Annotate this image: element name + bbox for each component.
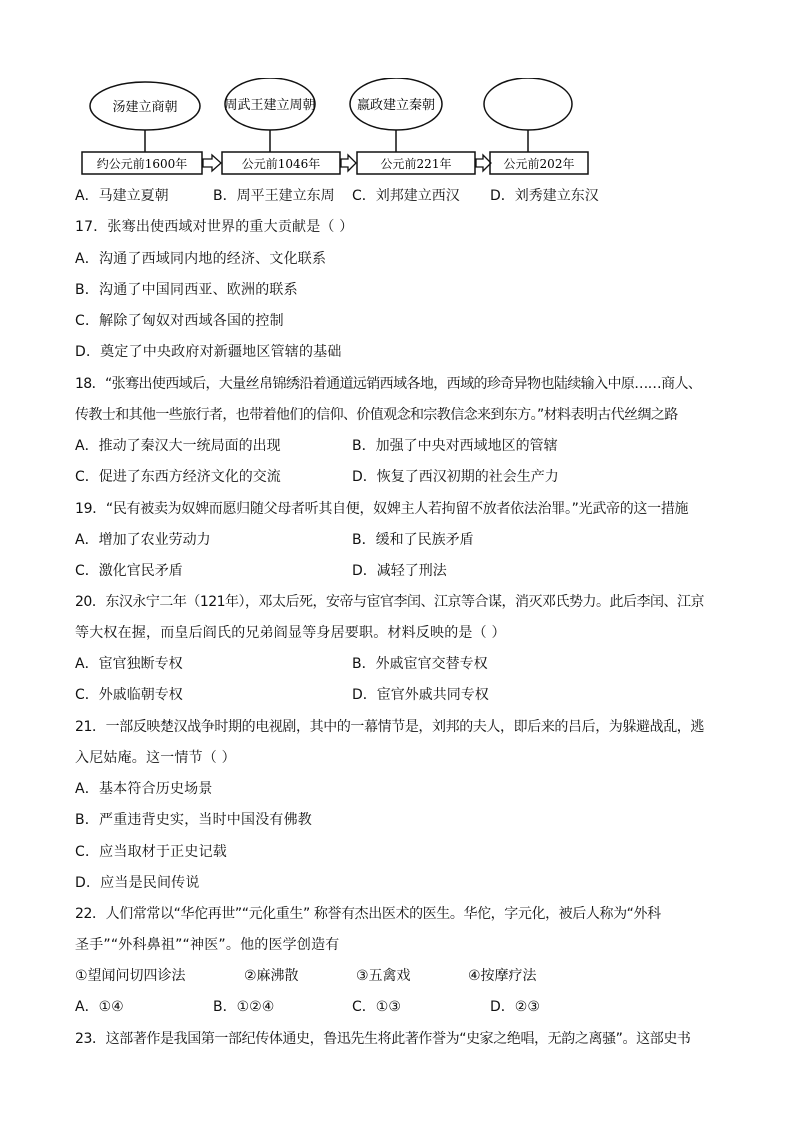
q18-stem-line-2: 传教士和其他一些旅行者，也带着他们的信仰、价值观念和宗教信念来到东方。”材料表明古代丝绸之路 [75, 407, 678, 423]
timeline-arrow-1 [203, 155, 221, 171]
q21-stem-line-2: 入尼姑庵。这一情节（ ） [75, 750, 236, 766]
q17-option-b[interactable]: B．沟通了中国同西亚、欧洲的联系 [75, 282, 298, 298]
timeline-arrow-3 [476, 155, 491, 171]
q20-option-c[interactable]: C．外戚临朝专权 [75, 687, 183, 703]
timeline-date-3: 公元前221年 [380, 157, 452, 171]
timeline-node-3 [350, 78, 475, 174]
q20-option-a[interactable]: A．宦官独断专权 [75, 656, 183, 672]
q22-item-3: ③五禽戏 [356, 968, 411, 984]
q22-stem-line-2: 圣手”“外科鼻祖”“神医”。他的医学创造有 [75, 937, 340, 953]
q19-option-b[interactable]: B．缓和了民族矛盾 [352, 532, 474, 548]
q18-option-c[interactable]: C．促进了东西方经济文化的交流 [75, 469, 281, 485]
q16-option-d[interactable]: D．刘秀建立东汉 [490, 188, 599, 204]
q22-item-4: ④按摩疗法 [468, 968, 537, 984]
q21-option-b[interactable]: B．严重违背史实，当时中国没有佛教 [75, 812, 313, 828]
q21-option-a[interactable]: A．基本符合历史场景 [75, 781, 213, 797]
q16-option-a[interactable]: A．马建立夏朝 [75, 188, 169, 204]
q19-option-a[interactable]: A．增加了农业劳动力 [75, 532, 211, 548]
timeline-date-1: 约公元前1600年 [96, 157, 188, 171]
q22-item-1: ①望闻问切四诊法 [75, 968, 186, 984]
q20-option-d[interactable]: D．宦官外戚共同专权 [352, 687, 489, 703]
q22-item-2: ②麻沸散 [244, 968, 299, 984]
q21-option-d[interactable]: D．应当是民间传说 [75, 875, 200, 891]
q20-stem-line-1: 20．东汉永宁二年（121年），邓太后死，安帝与宦官李闰、江京等合谋，消灭邓氏势力。此后李闰、江京 [75, 594, 705, 610]
q23-stem: 23．这部著作是我国第一部纪传体通史，鲁迅先生将此著作誉为“史家之绝唱，无韵之离骚”。这部史书 [75, 1031, 691, 1047]
q19-stem: 19．“民有被卖为奴婢而愿归随父母者听其自便，奴婢主人若拘留不放者依法治罪。”光武帝的这一措施 [75, 501, 689, 517]
q18-option-d[interactable]: D．恢复了西汉初期的社会生产力 [352, 469, 559, 485]
q17-option-a[interactable]: A．沟通了西域同内地的经济、文化联系 [75, 251, 327, 267]
q17-option-d[interactable]: D．奠定了中央政府对新疆地区管辖的基础 [75, 344, 342, 360]
q18-option-b[interactable]: B．加强了中央对西域地区的管辖 [352, 438, 558, 454]
timeline-date-2: 公元前1046年 [241, 157, 321, 171]
q18-option-a[interactable]: A．推动了秦汉大一统局面的出现 [75, 438, 281, 454]
q16-option-b[interactable]: B．周平王建立东周 [213, 188, 335, 204]
q22-stem-line-1: 22．人们常常以“华佗再世”“元化重生” 称誉有杰出医术的医生。华佗，字元化，被后人称为“外科 [75, 906, 661, 922]
timeline-arrow-2 [341, 155, 356, 171]
q19-option-d[interactable]: D．减轻了刑法 [352, 563, 447, 579]
q21-option-c[interactable]: C．应当取材于正史记载 [75, 844, 227, 860]
timeline-event-3: 嬴政建立秦朝 [356, 98, 436, 113]
q19-option-c[interactable]: C．激化官民矛盾 [75, 563, 183, 579]
q22-option-c[interactable]: C．①③ [352, 999, 401, 1015]
q22-option-a[interactable]: A．①④ [75, 999, 124, 1015]
q20-option-b[interactable]: B．外戚宦官交替专权 [352, 656, 488, 672]
q18-stem-line-1: 18．“张骞出使西域后，大量丝帛锦绣沿着通道远销西域各地，西域的珍奇异物也陆续输入中原……商人、 [75, 376, 702, 392]
timeline-diagram [80, 78, 600, 178]
q21-stem-line-1: 21．一部反映楚汉战争时期的电视剧，其中的一幕情节是，刘邦的夫人，即后来的吕后，为躲避战乱，逃 [75, 719, 705, 735]
timeline-node-1 [82, 82, 202, 174]
q22-option-d[interactable]: D．②③ [490, 999, 540, 1015]
timeline-event-1: 汤建立商朝 [112, 100, 178, 115]
timeline-date-4: 公元前202年 [503, 157, 575, 171]
timeline-node-4 [484, 78, 588, 174]
timeline-event-2: 周武王建立周朝 [224, 98, 316, 113]
q20-stem-line-2: 等大权在握，而皇后阎氏的兄弟阎显等身居要职。材料反映的是（ ） [75, 625, 506, 641]
q16-option-c[interactable]: C．刘邦建立西汉 [352, 188, 460, 204]
q17-option-c[interactable]: C．解除了匈奴对西域各国的控制 [75, 313, 284, 329]
q22-option-b[interactable]: B．①②④ [213, 999, 275, 1015]
timeline-node-2 [222, 78, 340, 174]
q17-stem: 17．张骞出使西域对世界的重大贡献是（ ） [75, 219, 354, 235]
